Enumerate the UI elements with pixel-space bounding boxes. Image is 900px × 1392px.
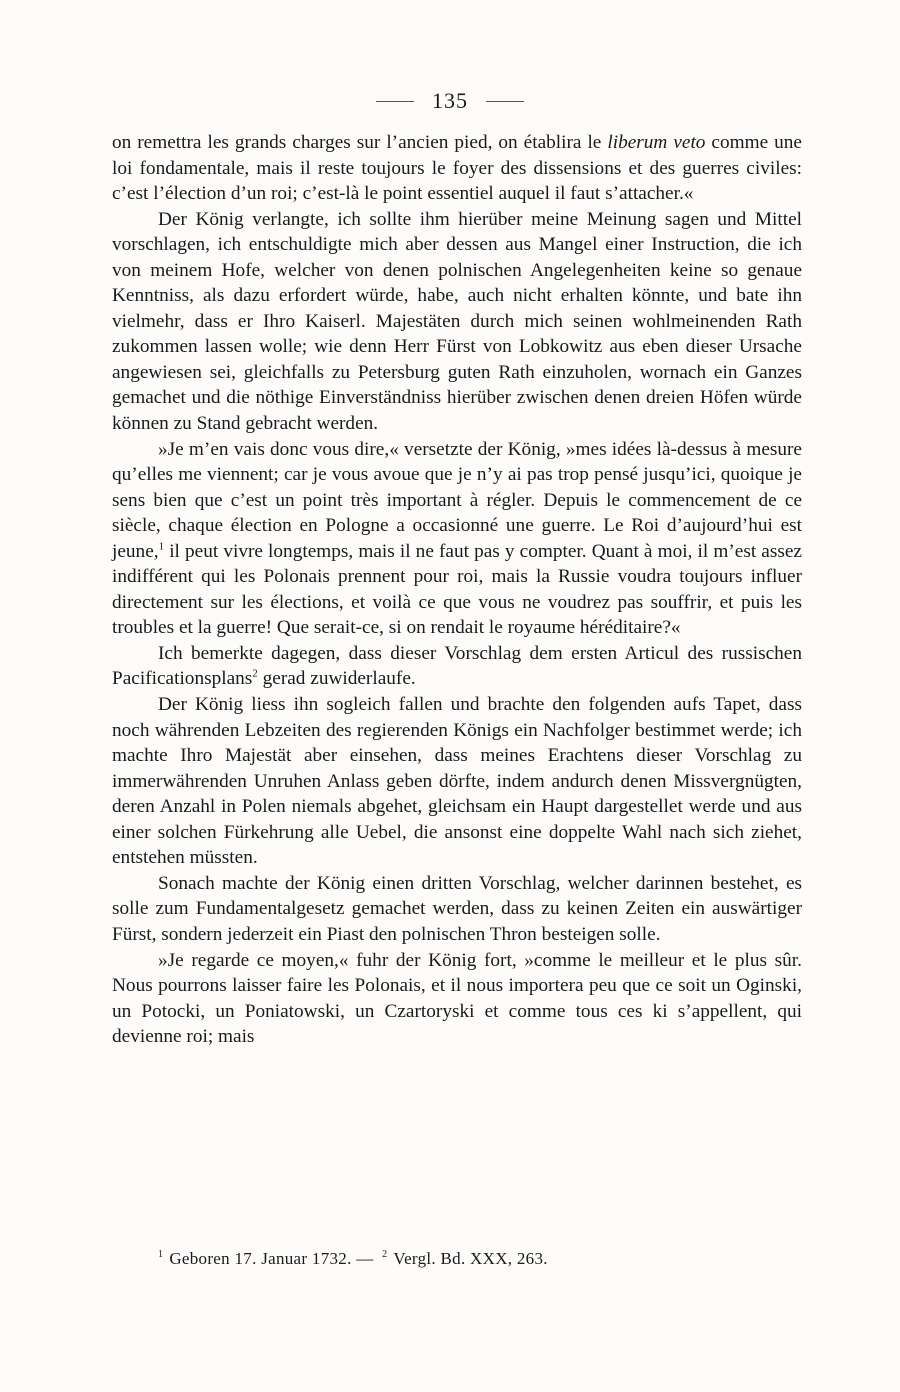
footnotes — [158, 1248, 808, 1270]
body-text — [112, 130, 802, 1050]
paragraph — [112, 641, 802, 692]
header-rule-left — [376, 101, 414, 102]
paragraph-text: »Je m’en vais donc vous dire,« versetzte der König, »mes idées là-dessus à mesure qu’elles me viennent; car je vous avoue que je n’y ai pas trop pensé jusqu’ici, quoique je sens bien que c’est un point très important à régler. Depuis le commencement de ce siècle, chaque élection en Pologne a occasionné une guerre. Le Roi d’aujourd’hui est jeune, — [112, 438, 802, 562]
paragraph-text: comme une loi fondamentale, mais il reste toujours le foyer des dissensions et des guerres civiles: c’est l’élection d’un roi; c’est-là le point essentiel auquel il faut s’attacher.« — [112, 132, 802, 205]
paragraph-text: gerad zuwiderlaufe. — [257, 668, 416, 690]
paragraph — [112, 130, 802, 207]
footnote-text: Vergl. Bd. XXX, 263. — [393, 1249, 548, 1268]
paragraph: Der König liess ihn sogleich fallen und brachte den folgenden aufs Tapet, dass noch währenden Lebzeiten des regierenden Königs ein Nachfolger bestimmet werde; ich machte Ihro Majestät aber einsehen, dass meines Erachtens dieser Vorschlag zu immerwährenden Unruhen Anlass geben dörfte, indem andurch denen Missvergnügten, deren Anzahl in Polen niemals abgehet, gleichsam ein Haupt dargestellet werde und aus einer solchen Fürkehrung alle Uebel, die ansonst eine doppelte Wahl nach sich ziehet, entstehen müssten. — [112, 694, 802, 869]
footnote-marker: 2 — [382, 1249, 388, 1261]
paragraph-text: il peut vivre longtemps, mais il ne faut pas y compter. Quant à moi, il m’est assez indifférent qui les Polonais prennent pour roi, mais la Russie voudra toujours influer directement sur les élections, et voilà ce que vous ne voudrez pas souffrir, et puis les troubles et la guerre! Que serait-ce, si on rendait le royaume héréditaire?« — [112, 540, 802, 639]
footnote-reference: 1 — [158, 540, 165, 553]
italic-phrase: liberum veto — [607, 132, 706, 153]
paragraph: »Je regarde ce moyen,« fuhr der König fort, »comme le meilleur et le plus sûr. Nous pourrons laisser faire les Polonais, et il nous importera peu que ce soit un Oginski, un Potocki, un Poniatowski, un Czartoryski et comme tous ces ki s’appellent, qui devienne roi; mais — [112, 949, 802, 1048]
page-number: 135 — [432, 88, 468, 113]
footnote-text: Geboren 17. Januar 1732. — — [169, 1249, 374, 1268]
footnote-marker: 1 — [158, 1249, 164, 1261]
footnote-reference: 2 — [252, 668, 258, 681]
paragraph: Der König verlangte, ich sollte ihm hierüber meine Meinung sagen und Mittel vorschlagen, ich entschuldigte mich aber dessen aus Mangel einer Instruction, die ich von meinem Hofe, welcher von denen polnischen Angelegenheiten keine so genaue Kenntniss, als dazu erfordert würde, habe, auch nicht erhalten könnte, und bate ihn vielmehr, dass er Ihro Kaiserl. Majestäten durch mich seinen wohlmeinenden Rath zukommen lassen wolle; wie denn Herr Fürst von Lobkowitz aus eben dieser Ursache angewiesen sei, gleichfalls zu Petersburg guten Rath einzuholen, wornach ein Ganzes gemachet und die nöthige Einverständniss hierüber zwischen denen dreien Höfen würde können zu Stand gebracht werden. — [112, 208, 802, 435]
paragraph — [112, 437, 802, 641]
header-rule-right — [486, 101, 524, 102]
paragraph-text: Ich bemerkte dagegen, dass dieser Vorschlag dem ersten Articul des russischen Pacificationsplans — [112, 642, 802, 690]
paragraph-text: on remettra les grands charges sur l’ancien pied, on établira le — [112, 132, 608, 153]
page-header — [0, 88, 900, 116]
paragraph: Sonach machte der König einen dritten Vorschlag, welcher darinnen bestehet, es solle zum Fundamentalgesetz gemachet werden, dass zu keinen Zeiten ein auswärtiger Fürst, sondern jederzeit ein Piast den polnischen Thron besteigen solle. — [112, 872, 802, 945]
